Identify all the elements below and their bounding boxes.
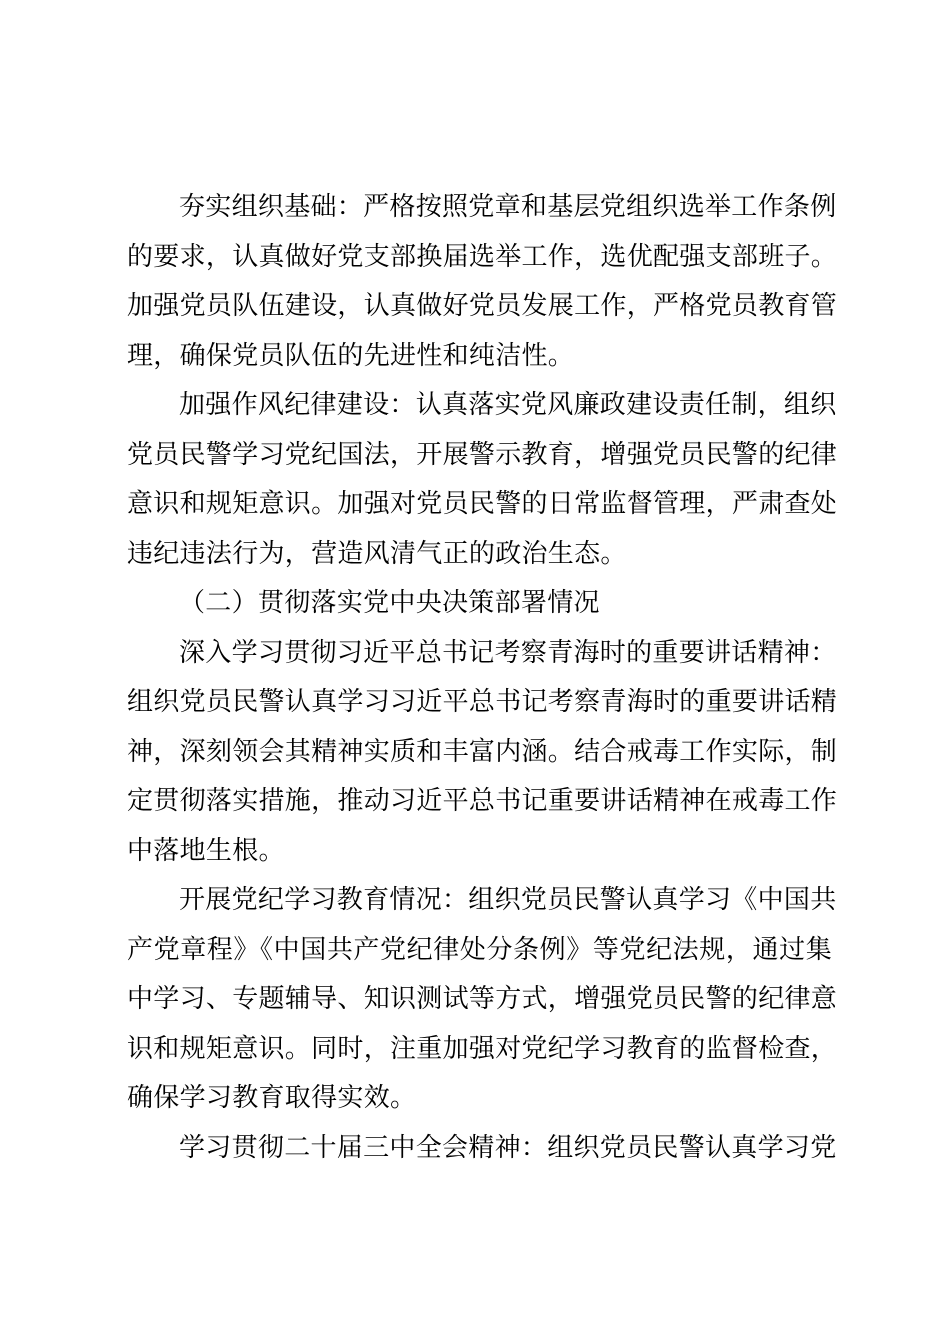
paragraph-discipline-building bbox=[127, 381, 838, 579]
text-line: 定贯彻落实措施，推动习近平总书记重要讲话精神在戒毒工作 bbox=[127, 786, 838, 816]
text-line: 意识和规矩意识。加强对党员民警的日常监督管理，严肃查处 bbox=[127, 489, 838, 519]
paragraph-third-plenum bbox=[127, 1124, 837, 1174]
text-line: 理，确保党员队伍的先进性和纯洁性。 bbox=[127, 340, 575, 371]
text-line: 加强党员队伍建设，认真做好党员发展工作，严格党员教育管 bbox=[127, 291, 838, 321]
paragraph-party-discipline-education bbox=[127, 876, 838, 1124]
text-line: 的要求，认真做好党支部换届选举工作，选优配强支部班子。 bbox=[127, 241, 838, 272]
text-line: 识和规矩意识。同时，注重加强对党纪学习教育的监督检查， bbox=[127, 1033, 838, 1064]
paragraph-organization-foundation bbox=[127, 183, 838, 381]
text-line: 夯实组织基础：严格按照党章和基层党组织选举工作条例 bbox=[179, 192, 837, 222]
text-line: 神，深刻领会其精神实质和丰富内涵。结合戒毒工作实际，制 bbox=[127, 736, 838, 767]
text-line: 中落地生根。 bbox=[127, 835, 285, 866]
text-line: 组织党员民警认真学习习近平总书记考察青海时的重要讲话精 bbox=[127, 687, 838, 717]
text-line: 产党章程》《中国共产党纪律处分条例》等党纪法规，通过集 bbox=[127, 934, 832, 965]
text-line: 深入学习贯彻习近平总书记考察青海时的重要讲话精神： bbox=[179, 637, 837, 668]
text-line: 确保学习教育取得实效。 bbox=[127, 1083, 417, 1113]
text-line: 加强作风纪律建设：认真落实党风廉政建设责任制，组织 bbox=[179, 390, 837, 420]
text-line: 中学习、专题辅导、知识测试等方式，增强党员民警的纪律意 bbox=[127, 984, 838, 1014]
section-heading-text: （二）贯彻落实党中央决策部署情况 bbox=[179, 588, 600, 618]
text-line: 党员民警学习党纪国法，开展警示教育，增强党员民警的纪律 bbox=[127, 439, 838, 470]
text-line: 违纪违法行为，营造风清气正的政治生态。 bbox=[127, 538, 627, 569]
document-body bbox=[127, 183, 838, 1173]
text-line: 学习贯彻二十届三中全会精神：组织党员民警认真学习党 bbox=[179, 1132, 837, 1163]
section-heading bbox=[127, 579, 832, 629]
paragraph-study-speech bbox=[127, 629, 838, 877]
text-line: 开展党纪学习教育情况：组织党员民警认真学习《中国共 bbox=[179, 885, 837, 915]
